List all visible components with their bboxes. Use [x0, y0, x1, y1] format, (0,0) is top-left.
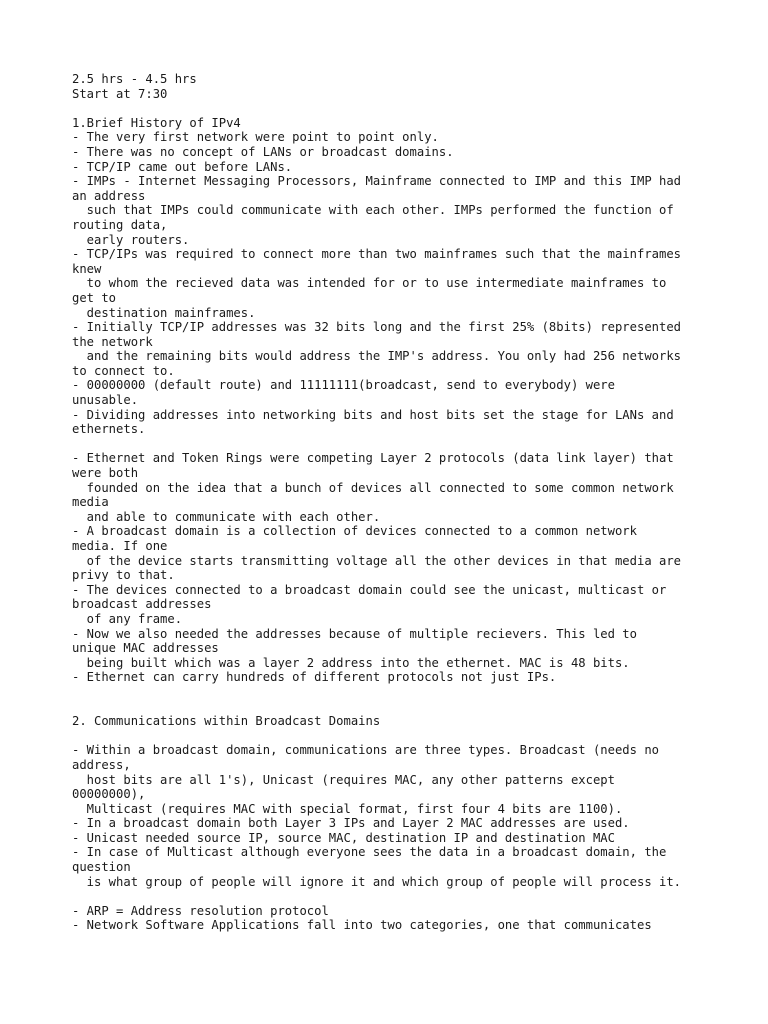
text-line: - There was no concept of LANs or broadcast domains. — [72, 144, 454, 159]
text-line: - Within a broadcast domain, communications are three types. Broadcast (needs no — [72, 743, 659, 758]
paragraph — [72, 743, 712, 889]
text-line: - Dividing addresses into networking bits and host bits set the stage for LANs and — [72, 407, 674, 422]
text-line: of any frame. — [72, 611, 183, 626]
text-line: - Initially TCP/IP addresses was 32 bits long and the first 25% (8bits) represented — [72, 320, 682, 335]
text-line: and able to communicate with each other. — [72, 509, 381, 524]
section-title: 1.Brief History of IPv4 — [72, 115, 241, 130]
text-line: were both — [72, 466, 139, 481]
text-line: to whom the recieved data was intended for or to use intermediate mainframes to — [72, 276, 667, 291]
text-line: routing data, — [72, 217, 168, 232]
text-line: - ARP = Address resolution protocol — [72, 903, 329, 918]
text-line: - In a broadcast domain both Layer 3 IPs and Layer 2 MAC addresses are used. — [72, 816, 630, 831]
text-line: ethernets. — [72, 422, 146, 437]
text-line: - Ethernet can carry hundreds of different protocols not just IPs. — [72, 670, 557, 685]
text-line: unusable. — [72, 393, 139, 408]
text-line: founded on the idea that a bunch of devices all connected to some common network — [72, 480, 674, 495]
paragraph — [72, 130, 712, 436]
section-ipv4-history — [72, 116, 712, 685]
text-line: - Network Software Applications fall into two categories, one that communicates — [72, 918, 652, 933]
text-line: an address — [72, 188, 146, 203]
text-line: privy to that. — [72, 568, 175, 583]
text-line: host bits are all 1's), Unicast (requires MAC, any other patterns except — [72, 772, 615, 787]
text-line: media. If one — [72, 539, 168, 553]
text-line: address, — [72, 757, 131, 772]
text-line: such that IMPs could communicate with each other. IMPs performed the function of — [72, 203, 674, 218]
paragraph — [72, 451, 712, 685]
text-line: of the device starts transmitting voltage all the other devices in that media are — [72, 553, 682, 568]
blank-line — [72, 889, 712, 904]
text-line: media — [72, 495, 109, 510]
text-line: - A broadcast domain is a collection of devices connected to a common network — [72, 524, 637, 539]
text-line: - Now we also needed the addresses because of multiple recievers. This led to — [72, 626, 637, 641]
text-line: - Unicast needed source IP, source MAC, destination IP and destination MAC — [72, 830, 615, 845]
blank-line — [72, 729, 712, 744]
text-line: being built which was a layer 2 address into the ethernet. MAC is 48 bits. — [72, 655, 630, 670]
text-line: Multicast (requires MAC with special format, first four 4 bits are 1100). — [72, 801, 623, 816]
text-line: and the remaining bits would address the IMP's address. You only had 256 networks — [72, 349, 682, 364]
text-line: unique MAC addresses — [72, 641, 219, 656]
start-time-line: Start at 7:30 — [72, 86, 168, 101]
text-line: - Ethernet and Token Rings were competing Layer 2 protocols (data link layer) that — [72, 451, 674, 466]
text-line: is what group of people will ignore it and which group of people will process it. — [72, 874, 682, 889]
section-title: 2. Communications within Broadcast Domains — [72, 714, 381, 729]
duration-line: 2.5 hrs - 4.5 hrs — [72, 72, 197, 86]
text-line: - TCP/IP came out before LANs. — [72, 159, 293, 174]
text-line: early routers. — [72, 232, 190, 247]
text-line: knew — [72, 261, 102, 276]
blank-line — [72, 685, 712, 700]
text-line: - In case of Multicast although everyone sees the data in a broadcast domain, the — [72, 845, 667, 860]
text-line: the network — [72, 334, 153, 349]
text-line: - The devices connected to a broadcast domain could see the unicast, multicast or — [72, 582, 667, 597]
blank-line — [72, 700, 712, 715]
text-line: - TCP/IPs was required to connect more than two mainframes such that the mainframes — [72, 247, 682, 262]
blank-line — [72, 101, 712, 116]
text-line: 00000000), — [72, 787, 146, 802]
text-line: - IMPs - Internet Messaging Processors, Mainframe connected to IMP and this IMP had — [72, 174, 682, 189]
text-line: - 00000000 (default route) and 11111111(broadcast, send to everybody) were — [72, 378, 615, 393]
paragraph — [72, 904, 712, 933]
text-line: broadcast addresses — [72, 597, 212, 612]
notes-text — [72, 72, 712, 933]
text-line: question — [72, 860, 131, 875]
header-block — [72, 72, 712, 101]
text-line: get to — [72, 290, 117, 305]
text-line: destination mainframes. — [72, 305, 256, 320]
text-line: to connect to. — [72, 363, 175, 378]
blank-line — [72, 437, 712, 452]
section-broadcast-communications — [72, 714, 712, 933]
text-line: - The very first network were point to point only. — [72, 130, 439, 145]
